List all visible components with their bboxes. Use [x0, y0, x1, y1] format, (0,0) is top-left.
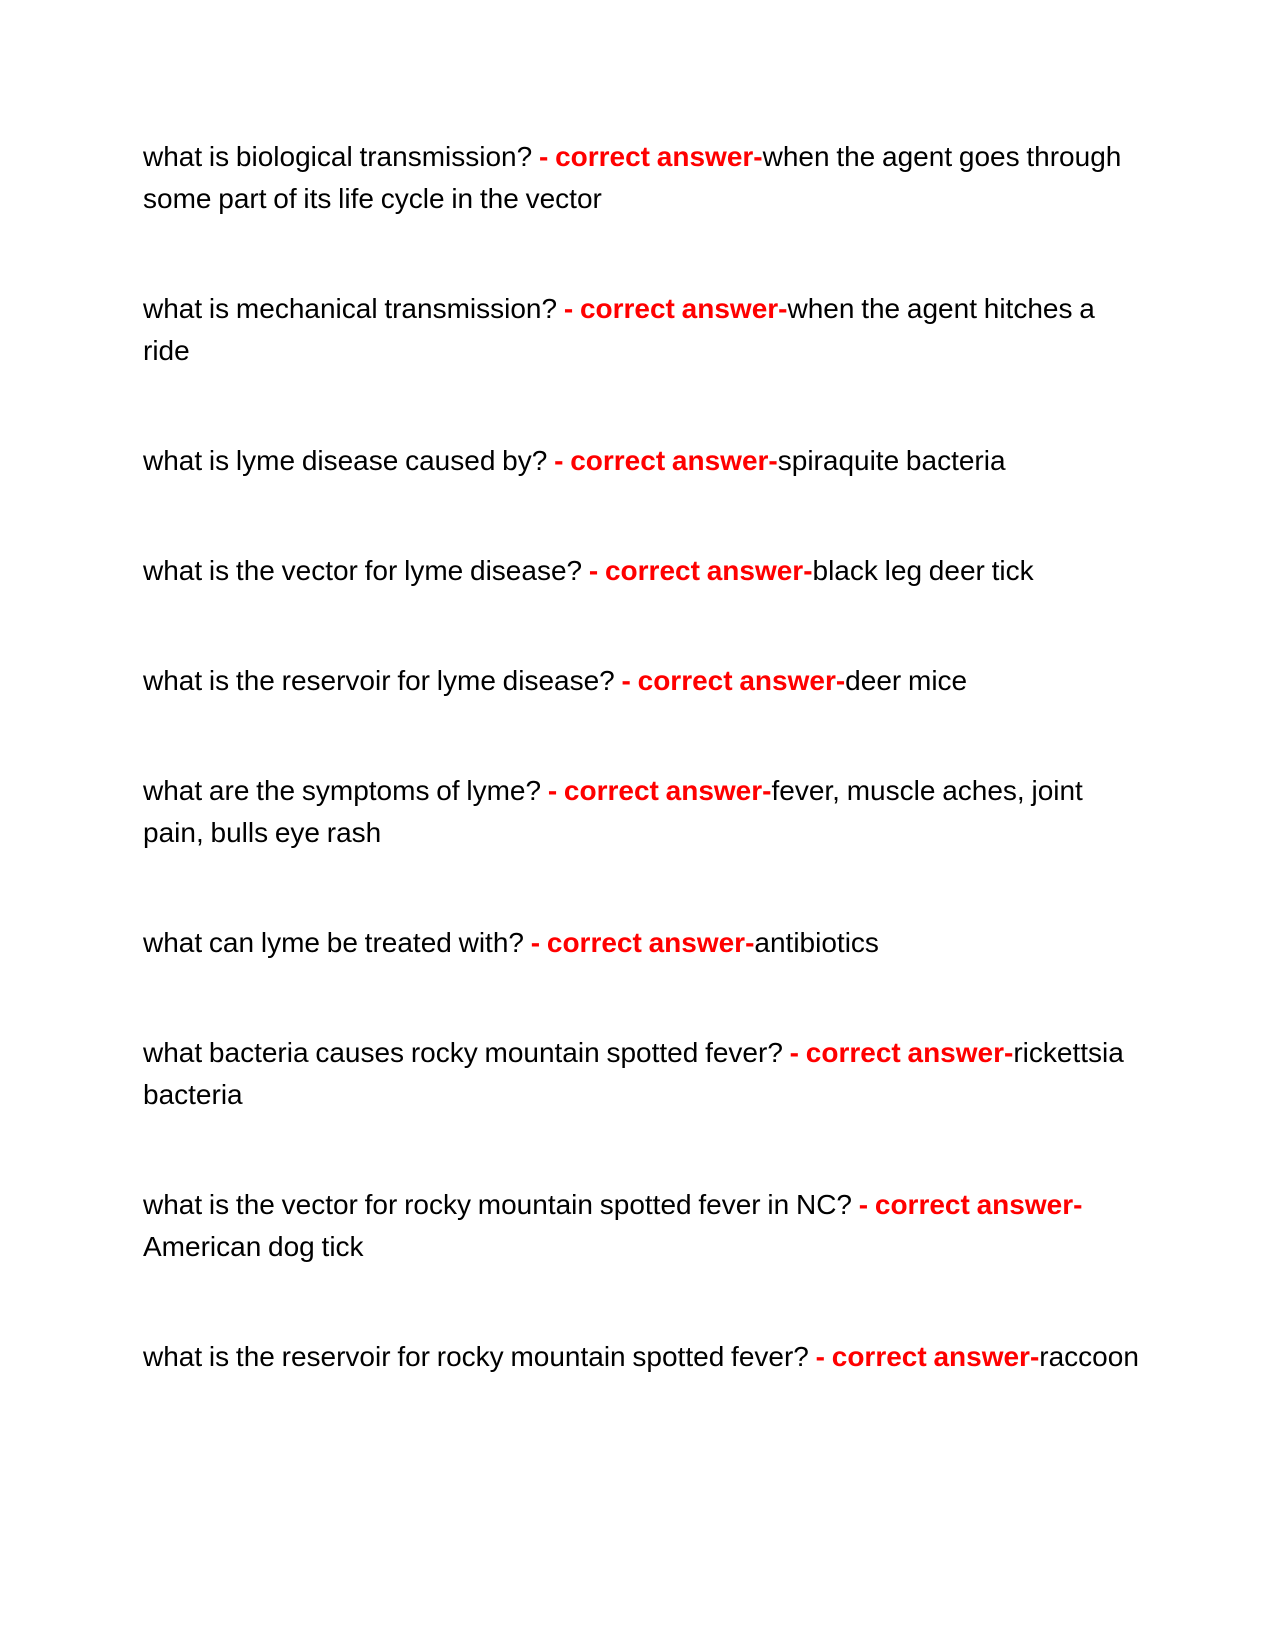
correct-answer-marker: - correct answer- [532, 141, 763, 172]
answer-text: when the agent goes through some part of its life cycle in the vector [143, 141, 1122, 214]
answer-text: black leg deer tick [812, 555, 1034, 586]
qa-item-3 [143, 440, 1143, 482]
correct-answer-marker: - correct answer- [614, 665, 846, 696]
qa-item-8 [143, 1032, 1143, 1116]
qa-item-9 [143, 1184, 1143, 1268]
qa-item-7 [143, 922, 1143, 964]
answer-text: raccoon [1039, 1341, 1139, 1372]
correct-answer-marker: - correct answer- [782, 1037, 1014, 1068]
answer-text: deer mice [845, 665, 968, 696]
qa-item-6 [143, 770, 1143, 854]
qa-item-4 [143, 550, 1143, 592]
correct-answer-marker: - correct answer- [808, 1341, 1040, 1372]
question-text: what is the reservoir for rocky mountain spotted fever? [143, 1341, 809, 1372]
answer-text: fever, muscle aches, joint pain, bulls eye rash [143, 775, 1083, 848]
question-text: what is the vector for rocky mountain spotted fever in NC? [143, 1189, 852, 1220]
question-text: what bacteria causes rocky mountain spotted fever? [143, 1037, 783, 1068]
correct-answer-marker: - correct answer- [523, 927, 755, 958]
answer-text: rickettsia bacteria [143, 1037, 1124, 1110]
qa-item-10 [143, 1336, 1143, 1378]
answer-text: spiraquite bacteria [777, 445, 1006, 476]
question-text: what are the symptoms of lyme? [143, 775, 542, 806]
correct-answer-marker: - correct answer- [852, 1189, 1083, 1220]
qa-item-2 [143, 288, 1143, 372]
qa-item-5 [143, 660, 1143, 702]
question-text: what can lyme be treated with? [143, 927, 524, 958]
correct-answer-marker: - correct answer- [547, 445, 778, 476]
qa-item-1 [143, 136, 1143, 220]
answer-text: when the agent hitches a ride [143, 293, 1095, 366]
question-text: what is mechanical transmission? [143, 293, 558, 324]
answer-text: American dog tick [143, 1231, 364, 1262]
correct-answer-marker: - correct answer- [557, 293, 788, 324]
correct-answer-marker: - correct answer- [582, 555, 813, 586]
correct-answer-marker: - correct answer- [541, 775, 772, 806]
question-text: what is biological transmission? [143, 141, 533, 172]
question-text: what is the vector for lyme disease? [143, 555, 583, 586]
answer-text: antibiotics [754, 927, 879, 958]
question-text: what is lyme disease caused by? [143, 445, 548, 476]
question-text: what is the reservoir for lyme disease? [143, 665, 615, 696]
